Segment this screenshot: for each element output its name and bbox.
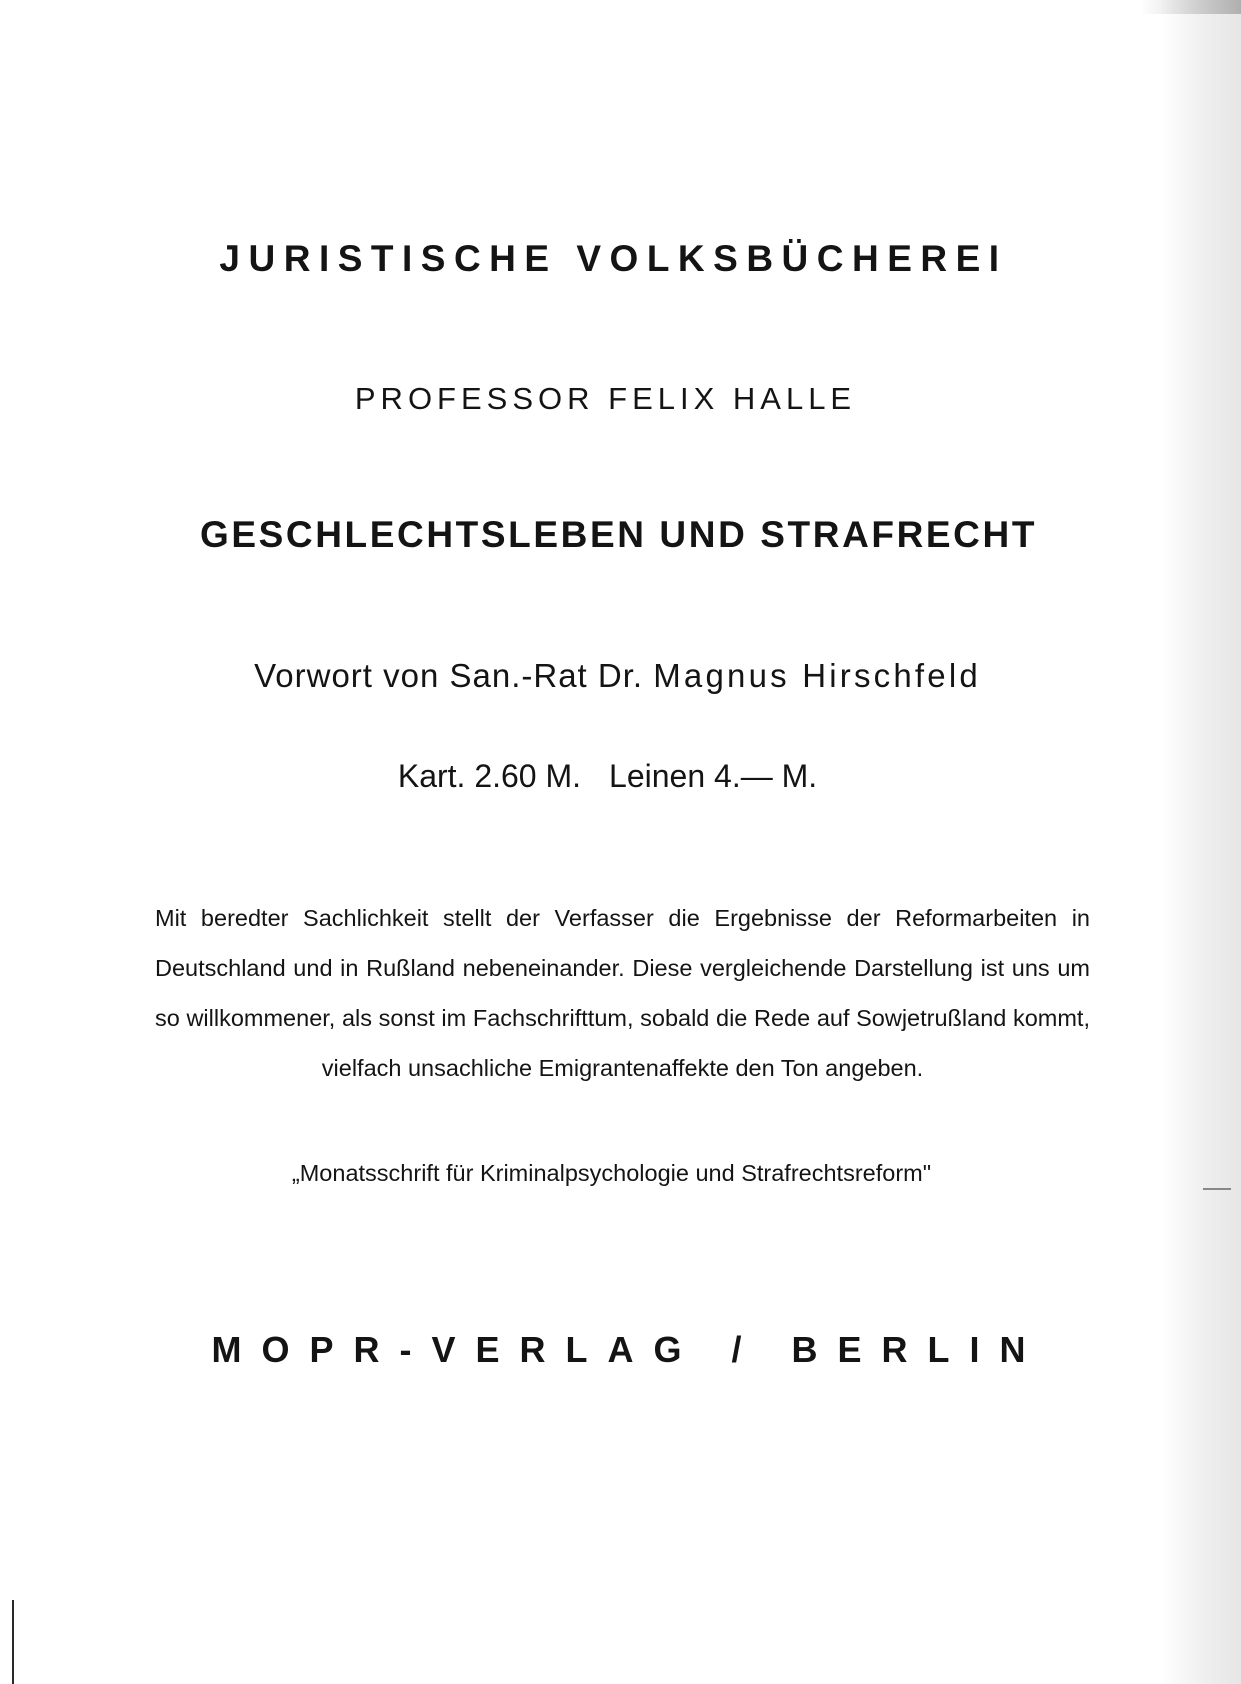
series-title: JURISTISCHE VOLKSBÜCHEREI xyxy=(219,238,1008,279)
scan-binding-line xyxy=(12,1600,14,1684)
author-name: PROFESSOR FELIX HALLE xyxy=(354,381,857,416)
publisher-imprint: MOPR-VERLAG / BERLIN xyxy=(211,1329,1046,1370)
review-source: „Monatsschrift für Kriminalpsychologie und Strafrechtsreform" xyxy=(291,1160,932,1186)
scan-mark xyxy=(1203,1188,1231,1190)
book-title: GESCHLECHTSLEBEN UND STRAFRECHT xyxy=(199,514,1038,555)
price-cloth: Leinen 4.— M. xyxy=(609,758,818,794)
preface-author: Magnus Hirschfeld xyxy=(653,657,981,694)
price-paperback: Kart. 2.60 M. xyxy=(397,758,582,794)
preface-line xyxy=(0,657,1238,695)
review-quote: Mit beredter Sachlichkeit stellt der Verfasser die Ergebnisse der Reformarbeiten in Deutschland und in Rußland nebeneinander. Diese vergleichende Darstellung ist uns um so willkommener, als sonst im Fachschrifttum, sobald die Rede auf Sowjetrußland kommt, vielfach unsachliche Emigrantenaffekte den Ton angeben. xyxy=(155,905,1090,1081)
scan-smudge xyxy=(1141,0,1241,14)
price-line xyxy=(0,758,1228,795)
preface-prefix: Vorwort von San.-Rat Dr. xyxy=(254,657,644,694)
